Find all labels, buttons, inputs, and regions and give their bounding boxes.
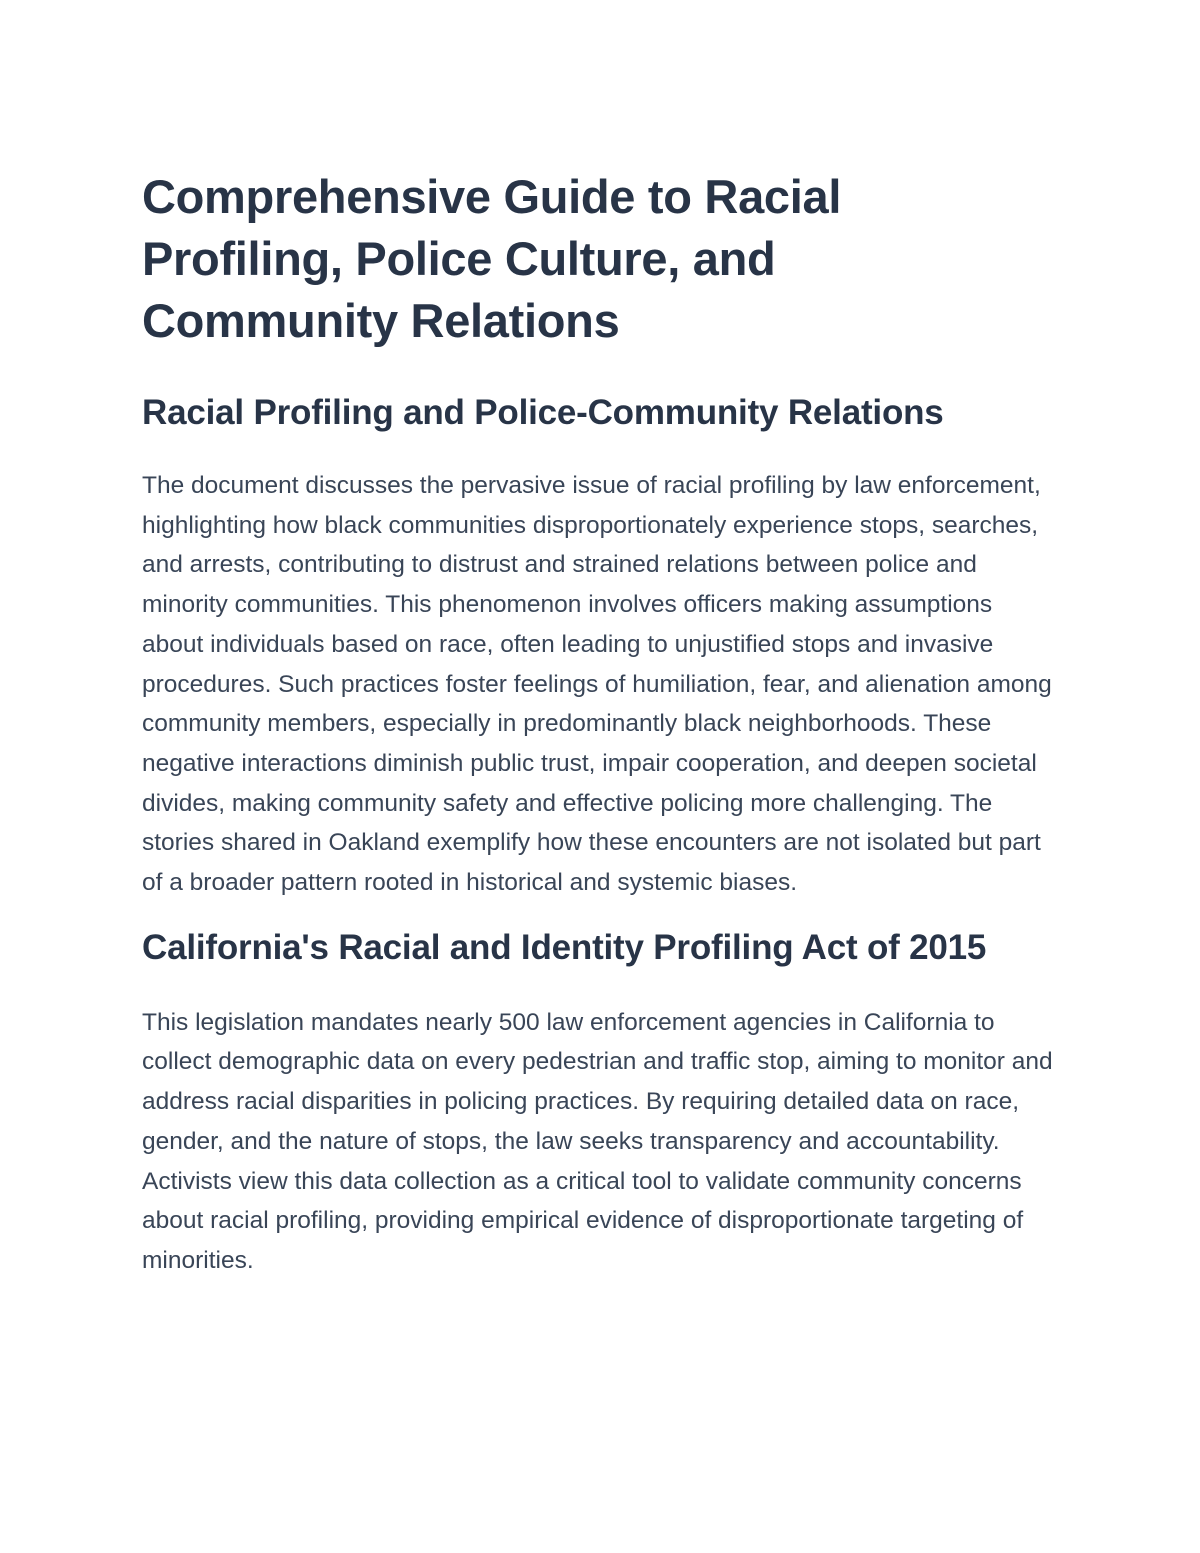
section-paragraph: The document discusses the pervasive issue of racial profiling by law enforcement, highlighting how black communities disproportionately experience stops, searches, and arrests, contributing to distrust and strained relations between police and minority communities. This phenomenon involves officers making assumptions about individuals based on race, often leading to unjustified stops and invasive procedures. Such practices foster feelings of humiliation, fear, and alienation among community members, especially in predominantly black neighborhoods. These negative interactions diminish public trust, impair cooperation, and deepen societal divides, making community safety and effective policing more challenging. The stories shared in Oakland exemplify how these encounters are not isolated but part of a broader pattern rooted in historical and systemic biases. bbox=[142, 472, 1052, 897]
section-heading: Racial Profiling and Police-Community Relations bbox=[142, 393, 944, 432]
document-title: Comprehensive Guide to Racial Profiling, Police Culture, and Community Relations bbox=[142, 170, 842, 347]
section-heading: California's Racial and Identity Profiling Act of 2015 bbox=[142, 927, 987, 967]
section-paragraph: This legislation mandates nearly 500 law enforcement agencies in California to collect demographic data on every pedestrian and traffic stop, aiming to monitor and address racial disparities in policing practices. By requiring detailed data on race, gender, and the nature of stops, the law seeks transparency and accountability. Activists view this data collection as a critical tool to validate community concerns about racial profiling, providing empirical evidence of disproportionate targeting of minorities. bbox=[142, 1008, 1053, 1274]
section-racial-profiling bbox=[142, 388, 1060, 903]
section-california-act bbox=[142, 919, 1060, 1281]
